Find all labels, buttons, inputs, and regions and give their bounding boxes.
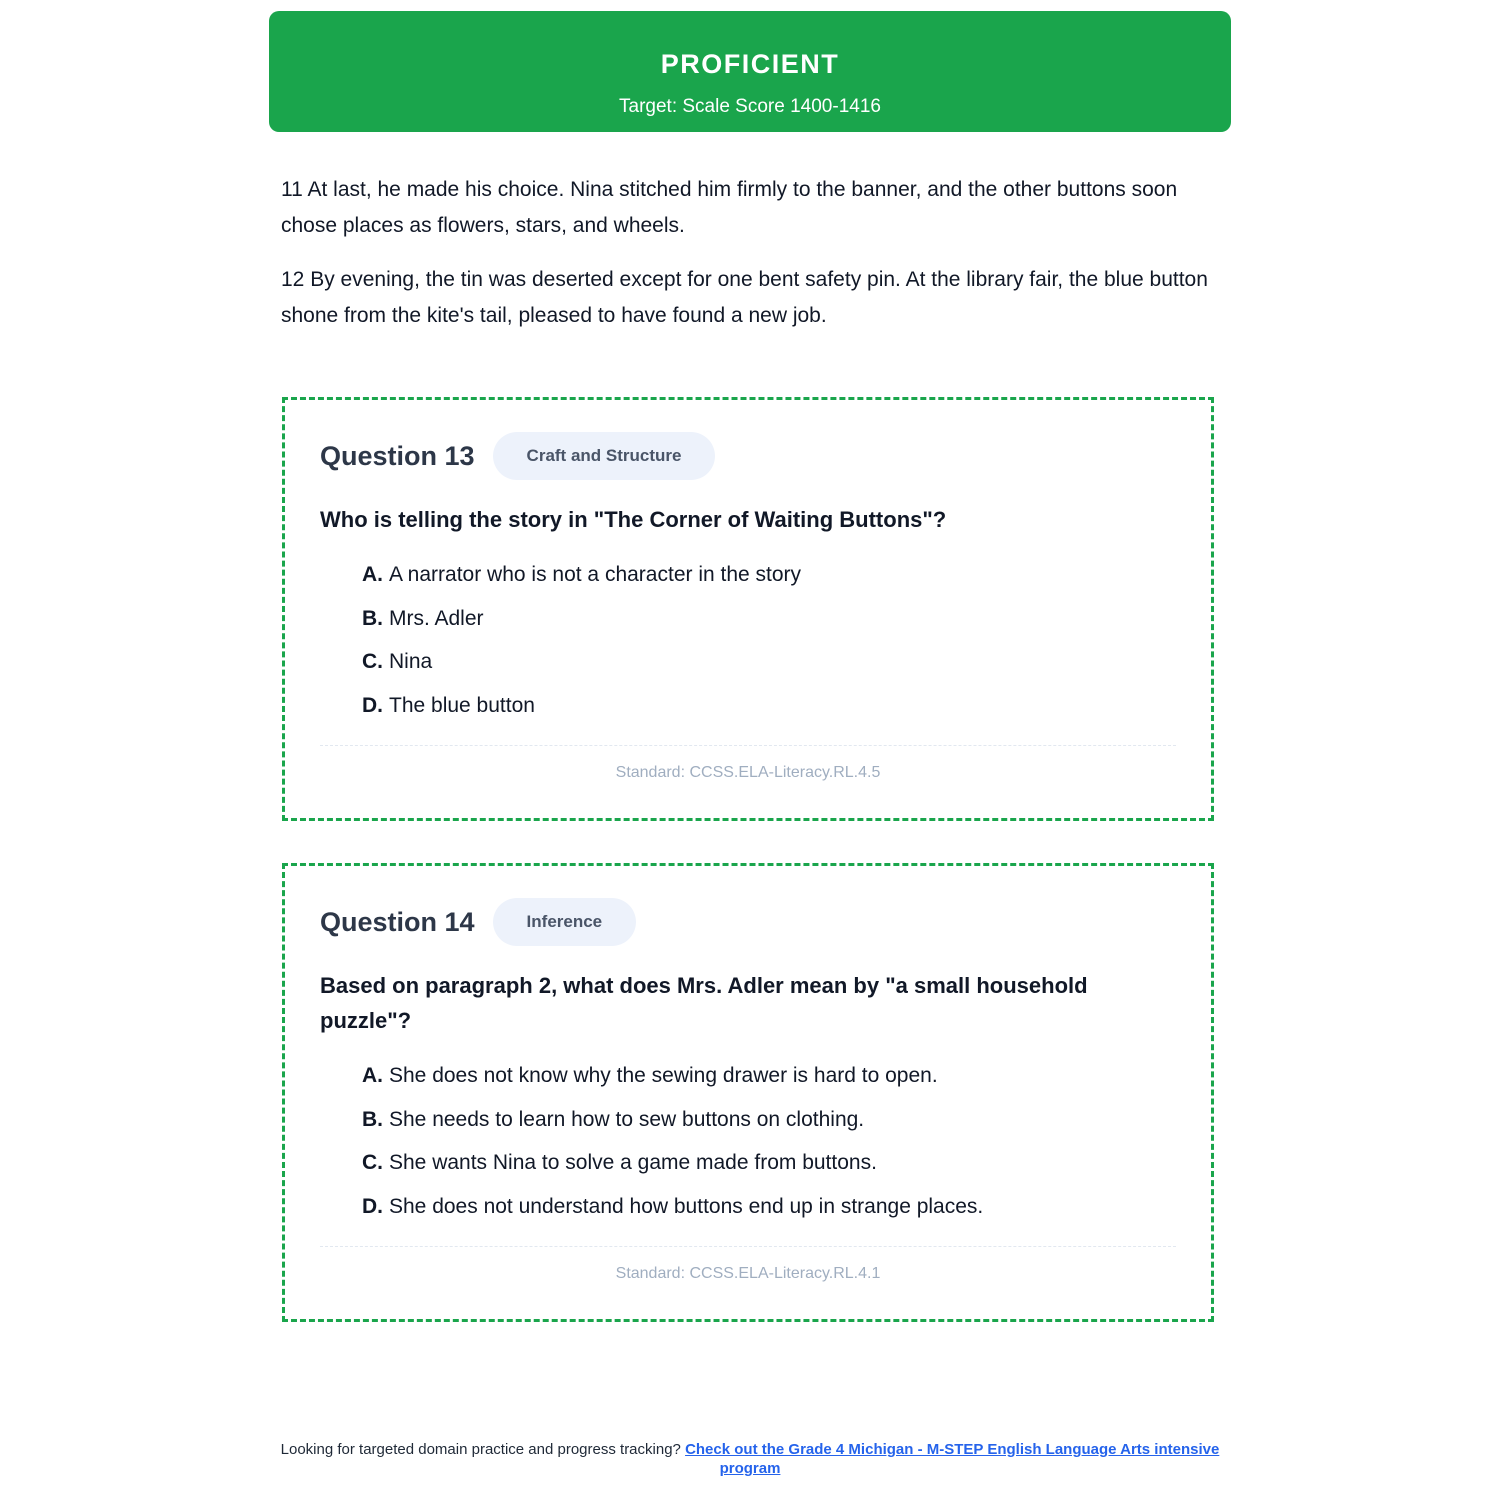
question-category-tag: Craft and Structure	[493, 432, 716, 480]
question-card-13	[282, 397, 1214, 821]
option-letter: C.	[362, 1151, 383, 1175]
question-header	[320, 432, 715, 480]
option-letter: B.	[362, 1107, 383, 1131]
program-link[interactable]: Check out the Grade 4 Michigan - M-STEP English Language Arts intensive program	[685, 1441, 1220, 1477]
option-letter: B.	[362, 606, 383, 630]
option-letter: A.	[362, 563, 383, 586]
answer-option-c[interactable]	[362, 1141, 1176, 1185]
answer-option-d[interactable]	[362, 1185, 1176, 1229]
answer-options	[362, 553, 1176, 727]
option-text: She needs to learn how to sew buttons on clothing.	[389, 1107, 865, 1131]
question-standard: Standard: CCSS.ELA-Literacy.RL.4.5	[320, 745, 1176, 783]
passage	[281, 172, 1221, 352]
answer-option-a[interactable]	[362, 553, 1176, 597]
banner-subtitle: Target: Scale Score 1400-1416	[619, 96, 881, 117]
answer-option-c[interactable]	[362, 640, 1176, 684]
option-text: Nina	[389, 650, 433, 674]
option-letter: D.	[362, 1194, 383, 1218]
answer-option-a[interactable]	[362, 1054, 1176, 1098]
passage-paragraph-12: 12 By evening, the tin was deserted except for one bent safety pin. At the library fair, the blue button shone from the kite's tail, pleased to have found a new job.	[281, 268, 1208, 327]
option-text: The blue button	[389, 693, 535, 717]
question-header	[320, 898, 636, 946]
option-text: She does not understand how buttons end up in strange places.	[389, 1194, 984, 1218]
option-letter: A.	[362, 1064, 383, 1087]
passage-paragraph-11: 11 At last, he made his choice. Nina stitched him firmly to the banner, and the other buttons soon chose places as flowers, stars, and wheels.	[281, 178, 1178, 237]
question-card-14	[282, 863, 1214, 1322]
option-text: She does not know why the sewing drawer is hard to open.	[389, 1064, 938, 1087]
answer-options	[362, 1054, 1176, 1228]
banner-title: PROFICIENT	[660, 49, 840, 79]
footer-promo	[269, 1440, 1231, 1478]
question-prompt: Based on paragraph 2, what does Mrs. Adler mean by "a small household puzzle"?	[320, 973, 1088, 1033]
option-letter: D.	[362, 693, 383, 717]
question-number: Question 14	[320, 906, 475, 937]
option-text: A narrator who is not a character in the story	[389, 563, 802, 586]
answer-option-d[interactable]	[362, 684, 1176, 728]
answer-option-b[interactable]	[362, 1098, 1176, 1142]
option-letter: C.	[362, 650, 383, 674]
answer-option-b[interactable]	[362, 597, 1176, 641]
proficiency-banner	[269, 11, 1231, 132]
question-category-tag: Inference	[493, 898, 637, 946]
question-prompt: Who is telling the story in "The Corner of Waiting Buttons"?	[320, 507, 947, 532]
footer-text: Looking for targeted domain practice and progress tracking?	[280, 1441, 681, 1458]
question-standard: Standard: CCSS.ELA-Literacy.RL.4.1	[320, 1246, 1176, 1284]
option-text: Mrs. Adler	[389, 606, 484, 630]
option-text: She wants Nina to solve a game made from buttons.	[389, 1151, 877, 1175]
question-number: Question 13	[320, 440, 475, 471]
